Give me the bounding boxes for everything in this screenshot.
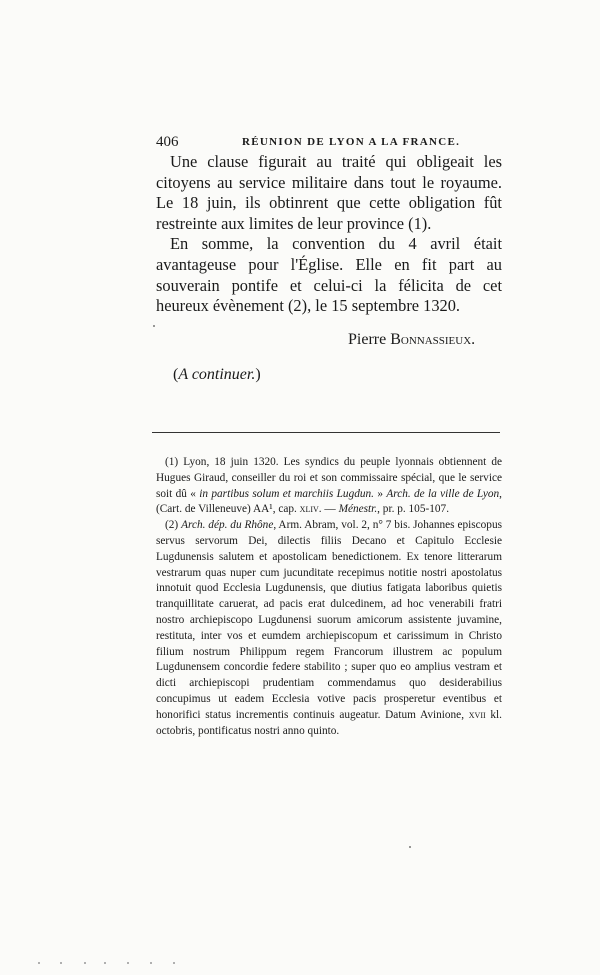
continuation-text: A continuer. bbox=[178, 366, 256, 383]
footnote-1-text-d: . — bbox=[318, 503, 339, 516]
footnote-1-italic-b: Arch. de la ville de Lyon bbox=[386, 487, 500, 500]
footnote-1-text-e: , pr. p. 105-107. bbox=[377, 503, 450, 516]
author-first-name: Pierre bbox=[348, 331, 387, 348]
footnote-1-text-c: , (Cart. de Villeneuve) AA¹, cap. bbox=[156, 487, 502, 516]
page-number: 406 bbox=[156, 134, 179, 150]
footnote-divider bbox=[152, 432, 500, 433]
footnote-2-marker: (2) bbox=[165, 519, 179, 532]
footnote-2-italic-a: Arch. dép. du Rhône bbox=[181, 519, 274, 532]
footnote-2-text-a: , Arm. Abram, vol. 2, n° 7 bis. Johannes episcopus servus servorum Dei, dilectis filiis Decano et Capitulo Ecclesie Lugdunensis salutem et apostolicam benedictionem. Ex tenore litterarum vestrarum quas nuper cum jucunditate recepimus notitie nostri apostolatus innotuit quod Ecclesia Lugdunensis, que diutius fatigata laboribus quietis tranquillitate caruerat, ad pacis erat dulcedinem, ad hoc venerabili fratri nostro archiepiscopo Lugdunensi suorum amicorum assistente juvamine, restituta, inter vos et eumdem archiepiscopum et carissimum in Christo filium nostrum Philippum regem Francorum illustrem ac populum Lugdunensem concordie federe stabilito ; super quo eo amplius vestram et dicti archiepiscopi prudentiam commendamus quo desiderabilius concupimus ut eadem Ecclesia votive pacis prosperetur eventibus et honorifici status incrementis continuis augeatur. Datum Avinione, bbox=[156, 519, 502, 721]
page-header bbox=[156, 134, 508, 150]
paper-speck bbox=[153, 325, 155, 327]
footnote-2 bbox=[156, 518, 502, 739]
continuation-note bbox=[173, 366, 261, 384]
author-signature bbox=[348, 331, 475, 349]
paragraph-2: En somme, la convention du 4 avril était avantageuse pour l'Église. Elle en fit part au souverain pontife et celui-ci la félicita de cet heureux évènement (2), le 15 septembre 1320. bbox=[156, 234, 502, 316]
footnote-1 bbox=[156, 455, 502, 518]
footnote-1-marker: (1) bbox=[165, 456, 179, 468]
continuation-open-paren: ( bbox=[173, 366, 179, 383]
footnote-1-italic-d: Ménestr. bbox=[338, 503, 378, 516]
footnote-1-smallcaps-c: xliv bbox=[299, 503, 319, 516]
footnote-1-italic-a: in partibus solum et marchiis Lugdun. bbox=[199, 487, 374, 500]
continuation-close-paren: ) bbox=[255, 366, 261, 383]
scan-edge-dots bbox=[0, 962, 600, 970]
footnote-2-smallcaps-b: xvii bbox=[468, 708, 486, 721]
footnotes bbox=[156, 455, 502, 739]
footnote-1-text-b: » bbox=[374, 487, 387, 500]
footnote-2-text-b: kl. octobris, pontificatus nostri anno quinto. bbox=[156, 708, 502, 737]
footnote-1-text-a: Lyon, 18 juin 1320. Les syndics du peuple lyonnais obtiennent de Hugues Giraud, conseiller du roi et son commissaire spécial, que le service soit dû « bbox=[156, 456, 502, 500]
paper-speck bbox=[409, 846, 411, 848]
author-last-name: Bonnassieux. bbox=[390, 331, 476, 348]
body-text bbox=[156, 152, 502, 317]
paragraph-1: Une clause figurait au traité qui obligeait les citoyens au service militaire dans tout le royaume. Le 18 juin, ils obtinrent que cette obligation fût restreinte aux limites de leur province (1). bbox=[156, 152, 502, 233]
running-title: RÉUNION DE LYON A LA FRANCE. bbox=[242, 136, 461, 148]
